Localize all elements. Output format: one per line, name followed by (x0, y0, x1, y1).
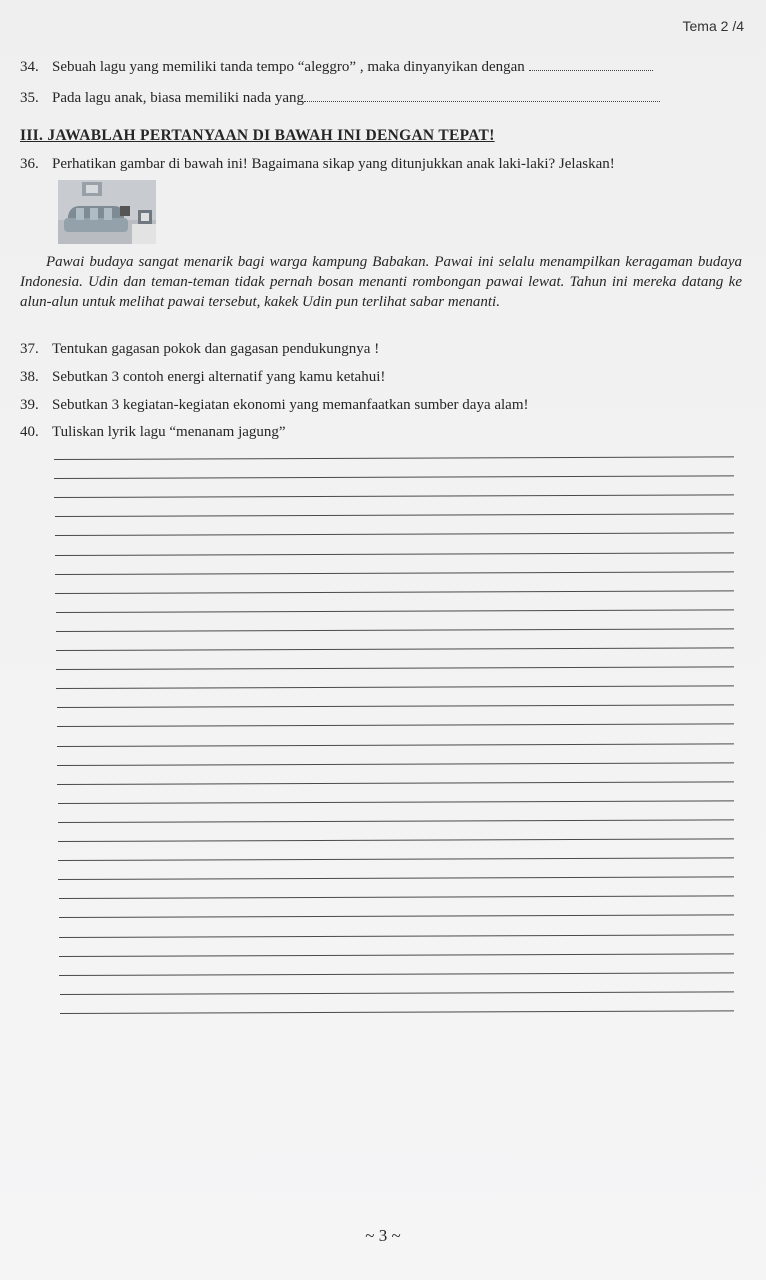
question-number: 40. (20, 424, 39, 440)
question-number: 37. (20, 341, 39, 357)
question-text: Perhatikan gambar di bawah ini! Bagaimana sikap yang ditunjukkan anak laki-laki? Jelaskan! (52, 156, 615, 172)
writing-line[interactable] (58, 838, 734, 842)
writing-line[interactable] (59, 896, 734, 900)
writing-line[interactable] (58, 857, 734, 861)
question-text: Pada lagu anak, biasa memiliki nada yang (52, 90, 305, 106)
writing-line[interactable] (59, 953, 734, 957)
writing-line[interactable] (56, 609, 734, 613)
question-text: Tuliskan lyrik lagu “menanam jagung” (52, 424, 286, 440)
writing-line[interactable] (54, 475, 734, 479)
writing-line[interactable] (55, 590, 734, 594)
writing-line[interactable] (56, 647, 734, 651)
writing-line[interactable] (56, 628, 734, 632)
question-number: 34. (20, 59, 39, 75)
writing-line[interactable] (55, 514, 734, 518)
question-text: Sebuah lagu yang memiliki tanda tempo “aleggro” , maka dinyanyikan dengan (52, 59, 525, 75)
question-number: 38. (20, 369, 39, 385)
writing-line[interactable] (59, 934, 734, 938)
question-number: 35. (20, 90, 39, 106)
writing-line[interactable] (55, 552, 734, 556)
page-header-tema: Tema 2 /4 (682, 18, 744, 34)
writing-line[interactable] (54, 495, 734, 499)
writing-line[interactable] (60, 1010, 734, 1014)
question-text: Tentukan gagasan pokok dan gagasan pendukungnya ! (52, 341, 380, 357)
writing-line[interactable] (56, 666, 734, 670)
writing-line[interactable] (57, 724, 734, 728)
page-number: ~ 3 ~ (365, 1226, 401, 1245)
writing-line[interactable] (56, 686, 734, 690)
writing-line[interactable] (59, 972, 734, 976)
question-number: 39. (20, 397, 39, 413)
writing-line[interactable] (57, 762, 734, 766)
writing-line[interactable] (54, 456, 734, 460)
reading-passage: Pawai budaya sangat menarik bagi warga kampung Babakan. Pawai ini selalu menampilkan keragaman budaya Indonesia. Udin dan teman-teman tidak pernah bosan menanti rombongan pawai lewat. Tahun ini mereka datang ke alun-alun untuk melihat pawai tersebut, kakek Udin pun terlihat sabar menanti. (20, 254, 742, 310)
writing-line[interactable] (57, 743, 734, 747)
question-text: Sebutkan 3 contoh energi alternatif yang kamu ketahui! (52, 369, 386, 385)
writing-line[interactable] (58, 877, 734, 881)
writing-line[interactable] (55, 571, 734, 575)
writing-line[interactable] (58, 819, 734, 823)
writing-line[interactable] (59, 915, 734, 919)
writing-line[interactable] (58, 800, 734, 804)
question-text: Sebutkan 3 kegiatan-kegiatan ekonomi yang memanfaatkan sumber daya alam! (52, 397, 529, 413)
writing-line[interactable] (55, 533, 734, 537)
writing-line[interactable] (57, 781, 734, 785)
writing-line[interactable] (57, 705, 734, 709)
section-heading: III. JAWABLAH PERTANYAAN DI BAWAH INI DENGAN TEPAT! (20, 127, 495, 144)
writing-line[interactable] (60, 991, 734, 995)
question-number: 36. (20, 156, 39, 172)
